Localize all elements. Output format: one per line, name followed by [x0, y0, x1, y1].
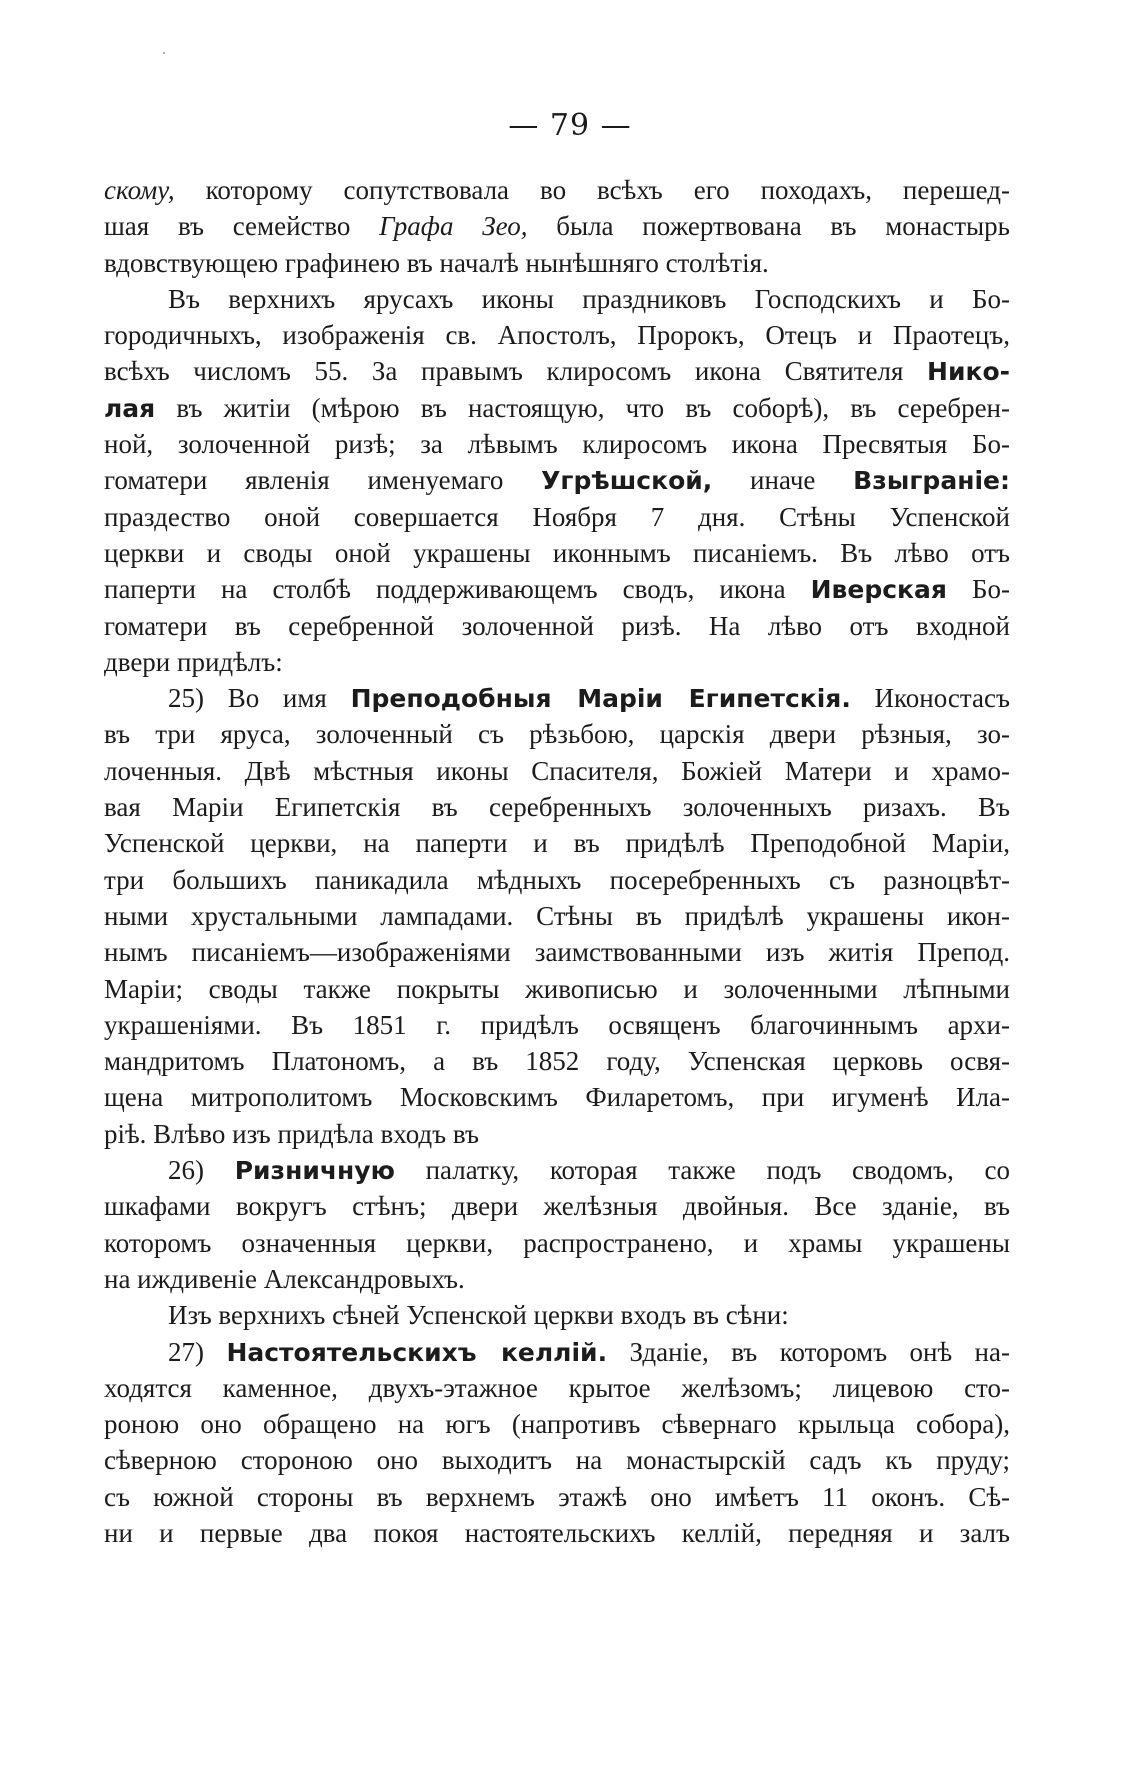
text-line	[104, 825, 1010, 861]
text-line	[104, 1152, 1010, 1188]
text-line	[104, 898, 1010, 934]
text-line	[104, 535, 1010, 571]
italic-term: Графа Зео,	[379, 211, 528, 242]
text-line	[104, 1261, 1010, 1297]
text-fragment: ходятся каменное, двухъ-этажное крытое желѣзомъ; лицевою сто-	[104, 1372, 1010, 1403]
text-line	[104, 680, 1010, 716]
text-line	[104, 1007, 1010, 1043]
text-fragment: украшеніями. Въ 1851 г. придѣлъ освященъ благочиннымъ архи-	[104, 1009, 1010, 1040]
text-line	[104, 499, 1010, 535]
text-fragment: Въ верхнихъ ярусахъ иконы праздниковъ Господскихъ и Бо-	[168, 283, 1010, 314]
text-fragment: шая въ семейство	[104, 211, 380, 242]
text-fragment: которомъ означенныя церкви, распространено, и храмы украшены	[104, 1227, 1010, 1258]
text-fragment: Успенской церкви, на паперти и въ придѣлѣ Преподобной Маріи,	[104, 828, 1010, 859]
text-fragment: 26)	[168, 1155, 235, 1186]
text-fragment: лоченныя. Двѣ мѣстныя иконы Спасителя, Божіей Матери и храмо-	[104, 755, 1010, 786]
text-fragment: гоматери въ серебренной золоченной ризѣ. На лѣво отъ входной	[104, 610, 1010, 641]
text-line	[104, 317, 1010, 353]
text-line	[104, 1079, 1010, 1115]
text-fragment: щена митрополитомъ Московскимъ Филаретомъ, при игуменѣ Ила-	[104, 1082, 1010, 1113]
bold-term: Преподобныя Маріи Египетскія.	[350, 684, 851, 714]
text-fragment: городичныхъ, изображенія св. Апостолъ, Пророкъ, Отецъ и Праотецъ,	[104, 320, 1010, 351]
text-fragment: гоматери явленія именуемаго	[104, 465, 542, 496]
text-line	[104, 245, 1010, 281]
text-line	[104, 934, 1010, 970]
text-line	[104, 608, 1010, 644]
text-fragment: Бо-	[946, 574, 1010, 605]
bold-term: лая	[104, 393, 156, 423]
text-fragment: ни и первые два покоя настоятельскихъ келлій, передняя и залъ	[104, 1517, 1010, 1548]
text-line	[104, 971, 1010, 1007]
text-fragment: ными хрустальными лампадами. Стѣны въ придѣлѣ украшены икон-	[104, 900, 1010, 931]
text-line	[104, 1370, 1010, 1406]
text-line	[104, 571, 1010, 607]
text-line	[104, 1297, 1010, 1333]
text-fragment: всѣхъ числомъ 55. За правымъ клиросомъ икона Святителя	[104, 356, 928, 387]
text-fragment: паперти на столбѣ поддерживающемъ сводъ, икона	[104, 574, 811, 605]
text-line	[104, 1225, 1010, 1261]
text-fragment: 25) Во имя	[168, 683, 351, 714]
text-fragment: Изъ верхнихъ сѣней Успенской церкви входъ въ сѣни:	[168, 1300, 789, 1331]
text-fragment: нымъ писаніемъ—изображеніями заимствованными изъ житія Препод.	[104, 937, 1010, 968]
bold-term: Ризничную	[234, 1156, 395, 1186]
text-fragment: была пожертвована въ монастырь	[527, 211, 1010, 242]
text-fragment: въ три яруса, золоченный съ рѣзьбою, царскія двери рѣзныя, зо-	[104, 719, 1010, 750]
text-fragment: палатку, которая также подъ сводомъ, со	[394, 1155, 1011, 1186]
text-line	[104, 862, 1010, 898]
text-fragment: Зданіе, въ которомъ онѣ на-	[607, 1336, 1010, 1367]
bold-term: Иверская	[810, 575, 947, 605]
page-number: — 79 —	[508, 108, 632, 143]
text-fragment: иначе	[712, 465, 854, 496]
text-fragment: въ житіи (мѣрою въ настоящую, что въ соборѣ), въ серебрен-	[155, 392, 1010, 423]
text-line	[104, 1188, 1010, 1224]
text-line	[104, 208, 1010, 244]
text-fragment: съ южной стороны въ верхнемъ этажѣ оно имѣетъ 11 оконъ. Сѣ-	[104, 1481, 1010, 1512]
text-fragment: на иждивеніе Александровыхъ.	[104, 1263, 465, 1294]
text-line	[104, 462, 1010, 498]
text-fragment: 27)	[168, 1336, 227, 1367]
text-fragment: роною оно обращено на югъ (напротивъ сѣвернаго крыльца собора),	[104, 1409, 1010, 1440]
text-fragment: которому сопутствовала во всѣхъ его походахъ, перешед-	[174, 175, 1010, 205]
text-line	[104, 644, 1010, 680]
text-fragment: церкви и своды оной украшены иконнымъ писаніемъ. Въ лѣво отъ	[104, 537, 1010, 568]
text-fragment: ріѣ. Влѣво изъ придѣла входъ въ	[104, 1118, 479, 1149]
text-fragment: вая Маріи Египетскія въ серебренныхъ золоченныхъ ризахъ. Въ	[104, 792, 1010, 823]
bold-term: Угрѣшской,	[541, 466, 713, 496]
text-fragment: вдовствующею графинею въ началѣ нынѣшняго столѣтія.	[104, 247, 769, 278]
text-fragment: сѣверною стороною оно выходитъ на монастырскій садъ къ пруду;	[104, 1445, 1010, 1476]
text-line	[104, 1334, 1010, 1370]
bold-term: Нико-	[927, 357, 1010, 387]
text-line	[104, 1043, 1010, 1079]
text-fragment: Иконостасъ	[850, 683, 1010, 714]
text-line	[104, 172, 1010, 208]
text-line	[104, 1406, 1010, 1442]
text-fragment: мандритомъ Платономъ, а въ 1852 году, Успенская церковь освя-	[104, 1046, 1010, 1077]
text-line	[104, 353, 1010, 389]
text-line	[104, 390, 1010, 426]
bold-term: Настоятельскихъ келлій.	[226, 1337, 608, 1367]
text-fragment: Маріи; своды также покрыты живописью и золоченными лѣпными	[104, 973, 1010, 1004]
text-line	[104, 1116, 1010, 1152]
body-text	[104, 172, 1010, 1551]
italic-term: скому,	[104, 175, 175, 205]
text-fragment: праздество оной совершается Ноября 7 дня. Стѣны Успенской	[104, 501, 1010, 532]
text-line	[104, 716, 1010, 752]
text-line	[104, 789, 1010, 825]
text-line	[104, 426, 1010, 462]
text-fragment: ной, золоченной ризѣ; за лѣвымъ клиросомъ икона Пресвятыя Бо-	[104, 429, 1010, 460]
text-fragment: три большихъ паникадила мѣдныхъ посеребренныхъ съ разноцвѣт-	[104, 864, 1010, 895]
text-line	[104, 1479, 1010, 1515]
text-line	[104, 281, 1010, 317]
text-line	[104, 753, 1010, 789]
text-fragment: двери придѣлъ:	[104, 646, 283, 677]
text-fragment: шкафами вокругъ стѣнъ; двери желѣзныя двойныя. Все зданіе, въ	[104, 1191, 1010, 1222]
text-line	[104, 1442, 1010, 1478]
print-speck	[163, 52, 165, 54]
text-line	[104, 1515, 1010, 1551]
bold-term: Взыграніе:	[853, 466, 1010, 496]
